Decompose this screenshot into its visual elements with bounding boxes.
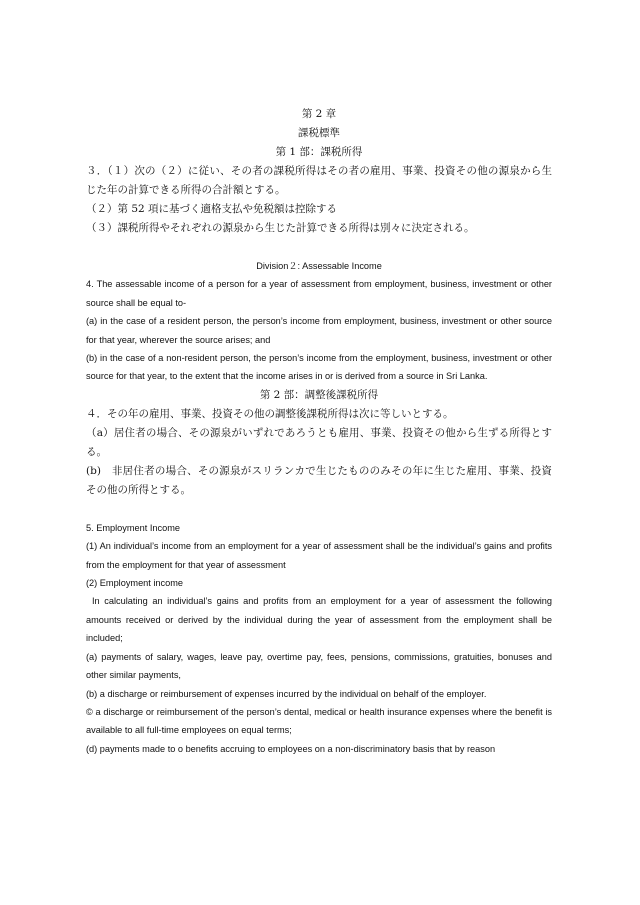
list-item-b: (b) a discharge or reimbursement of expenses incurred by the individual on behalf of the employer.: [86, 688, 487, 699]
list-item-c: © a discharge or reimbursement of the person’s dental, medical or health insurance expenses where the benefit is available to all full-time employees on equal terms;: [86, 706, 552, 736]
section-5-heading: 5. Employment Income: [86, 522, 180, 533]
list-item-d: (d) payments made to o benefits accruing to employees on a non-discriminatory basis that by reason: [86, 743, 496, 754]
paragraph-4a-en: (a) in the case of a resident person, the person’s income from employment, business, investment or other source for that year, wherever the source arises; and: [86, 316, 552, 345]
paragraph-4a-jp: （a）居住者の場合、その源泉がいずれであろうとも雇用、事業、投資その他から生ずる所得とする。: [86, 426, 552, 458]
paragraph-3-2-jp: （２）第 52 項に基づく適格支払や免税額は控除する: [86, 203, 338, 215]
paragraph-5-1: (1) An individual’s income from an employment for a year of assessment shall be the individual’s gains and profits from the employment for that year of assessment: [86, 541, 552, 570]
paragraph-4-en: 4. The assessable income of a person for a year of assessment from employment, business, investment or other source shall be equal to-: [86, 279, 552, 308]
list-item-a: (a) payments of salary, wages, leave pay, overtime pay, fees, pensions, commissions, gratuities, bonuses and other similar payments,: [86, 651, 552, 681]
part-2-heading: 第 2 部：調整後課税所得: [259, 388, 379, 401]
paragraph-3-3-jp: （３）課税所得やそれぞれの源泉から生じた計算できる所得は別々に決定される。: [86, 222, 475, 234]
division-heading: Division２: Assessable Income: [256, 261, 382, 271]
paragraph-4b-en: (b) in the case of a non-resident person, the person’s income from the employment, business, investment or other source for that year, to the extent that the income arises in or is derived from a source in Sri Lanka.: [86, 353, 552, 382]
paragraph-3-jp: ３．（１）次の（２）に従い、その者の課税所得はその者の雇用、事業、投資その他の源泉から生じた年の計算できる所得の合計額とする。: [86, 165, 552, 196]
part-heading: 第 1 部：課税所得: [275, 146, 363, 158]
chapter-heading: 第 2 章: [301, 108, 337, 120]
paragraph-4-jp: ４．その年の雇用、事業、投資その他の調整後課税所得は次に等しいとする。: [86, 407, 454, 420]
spacer: [86, 500, 552, 519]
chapter-title: 課税標準: [298, 127, 340, 139]
paragraph-5-2: In calculating an individual’s gains and profits from an employment for a year of assessment the following amounts received or derived by the individual during the year of assessment from the employment shall be included;: [86, 596, 552, 644]
spacer: [86, 238, 552, 257]
document-body: [86, 105, 552, 758]
paragraph-5-2-heading: (2) Employment income: [86, 578, 184, 589]
paragraph-4b-jp: (b) 非居住者の場合、その源泉がスリランカで生じたもののみその年に生じた雇用、事業、投資その他の所得とする。: [86, 464, 552, 496]
